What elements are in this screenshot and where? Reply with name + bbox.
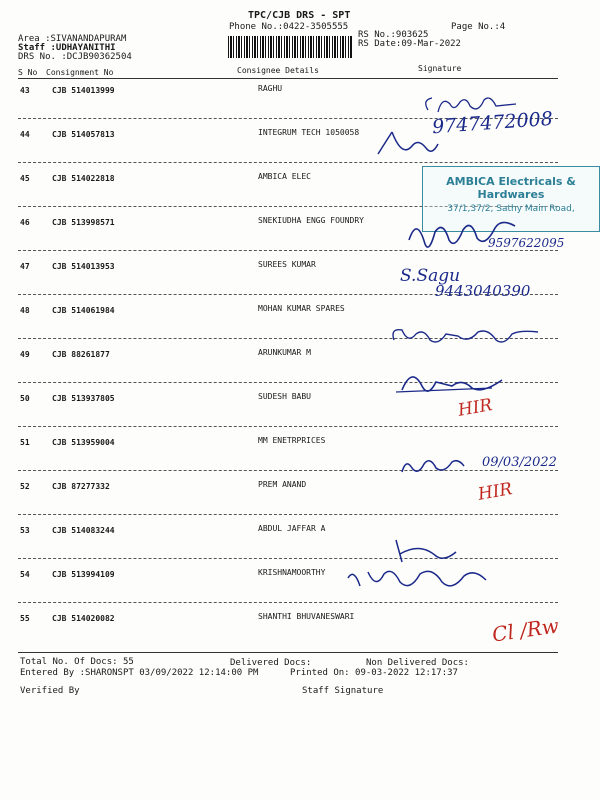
row-consignee-name: KRISHNAMOORTHY	[258, 568, 326, 577]
barcode	[228, 36, 352, 58]
signature-48	[388, 324, 548, 348]
row-serial-number: 44	[20, 130, 30, 139]
row-consignment-number: CJB 514083244	[52, 526, 115, 535]
row-consignee-name: RAGHU	[258, 84, 283, 93]
entered-by: Entered By :SHARONSPT 03/09/2022 12:14:00 PM	[20, 668, 259, 678]
area-label: Area :SIVANANDAPURAM	[18, 34, 127, 44]
row-consignment-number: CJB 513998571	[52, 218, 115, 227]
signature-50	[392, 364, 512, 400]
row-consignee-name: ARUNKUMAR M	[258, 348, 311, 357]
row-consignment-number: CJB 514022818	[52, 174, 115, 183]
row-consignment-number: CJB 513937805	[52, 394, 115, 403]
printed-on: Printed On: 09-03-2022 12:17:37	[290, 668, 458, 678]
staff-label: Staff :UDHAYANITHI	[18, 43, 116, 53]
row-serial-number: 54	[20, 570, 30, 579]
handwritten-name-47: S.Sagu	[400, 266, 461, 286]
row-serial-number: 48	[20, 306, 30, 315]
drs-number: DRS No. :DCJB90362504	[18, 52, 132, 62]
signature-46	[405, 210, 555, 260]
row-serial-number: 45	[20, 174, 30, 183]
row-serial-number: 50	[20, 394, 30, 403]
handwritten-phone-46: 9597622095	[488, 236, 565, 250]
stamp-line2: 37/1,37/2, Sathy Main Road,	[447, 204, 575, 214]
row-serial-number: 51	[20, 438, 30, 447]
row-consignment-number: CJB 87277332	[52, 482, 110, 491]
total-docs: Total No. Of Docs: 55	[20, 657, 134, 667]
row-consignee-name: SUDESH BABU	[258, 392, 311, 401]
row-consignee-name: SUREES KUMAR	[258, 260, 316, 269]
row-serial-number: 55	[20, 614, 30, 623]
handwritten-phone-44: 9747472008	[431, 107, 554, 139]
row-consignee-name: SNEKIUDHA ENGG FOUNDRY	[258, 216, 364, 225]
row-consignee-name: AMBICA ELEC	[258, 172, 311, 181]
col-consignee: Consignee Details	[237, 66, 319, 75]
page-number: Page No.:4	[451, 22, 506, 32]
row-consignment-number: CJB 514013953	[52, 262, 115, 271]
header-rule	[18, 78, 558, 79]
staff-signature: Staff Signature	[302, 686, 384, 696]
row-consignment-number: CJB 514061984	[52, 306, 115, 315]
row-consignment-number: CJB 513994109	[52, 570, 115, 579]
handwritten-cl-row: Cl /Rw	[490, 613, 561, 647]
col-signature: Signature	[418, 64, 462, 73]
row-serial-number: 52	[20, 482, 30, 491]
rs-number: RS No.:903625	[358, 30, 429, 40]
row-consignment-number: CJB 514020082	[52, 614, 115, 623]
verified-by: Verified By	[20, 686, 80, 696]
row-divider	[18, 426, 558, 427]
row-consignment-number: CJB 88261877	[52, 350, 110, 359]
rs-date: RS Date:09-Mar-2022	[358, 39, 461, 49]
row-consignee-name: SHANTHI BHUVANESWARI	[258, 612, 355, 621]
signature-51	[398, 452, 468, 478]
delivered-docs: Delivered Docs:	[230, 658, 312, 668]
row-consignee-name: PREM ANAND	[258, 480, 307, 489]
handwritten-phone-47: 9443040390	[435, 282, 531, 300]
row-serial-number: 49	[20, 350, 30, 359]
row-consignee-name: MOHAN KUMAR SPARES	[258, 304, 345, 313]
row-serial-number: 43	[20, 86, 30, 95]
row-divider	[18, 602, 558, 603]
row-divider	[18, 470, 558, 471]
col-consignment: Consignment No	[46, 68, 114, 77]
phone-number: Phone No.:0422-3505555	[229, 22, 349, 32]
row-consignment-number: CJB 514013999	[52, 86, 115, 95]
non-delivered-docs: Non Delivered Docs:	[366, 658, 469, 668]
signature-53-54	[340, 532, 510, 602]
row-divider	[18, 162, 558, 163]
row-serial-number: 46	[20, 218, 30, 227]
handwritten-hir-2: HIR	[476, 479, 514, 505]
row-divider	[18, 514, 558, 515]
row-serial-number: 47	[20, 262, 30, 271]
footer-rule	[18, 652, 558, 653]
handwritten-date-51: 09/03/2022	[482, 455, 557, 470]
row-consignment-number: CJB 514057813	[52, 130, 115, 139]
col-sno: S No	[18, 68, 38, 77]
stamp-line1: AMBICA Electricals & Hardwares	[446, 175, 576, 201]
row-consignee-name: INTEGRUM TECH 1050058	[258, 128, 360, 137]
handwritten-hir-1: HIR	[456, 395, 494, 421]
row-consignment-number: CJB 513959004	[52, 438, 115, 447]
row-consignee-name: MM ENETRPRICES	[258, 436, 326, 445]
document-title: TPC/CJB DRS - SPT	[248, 10, 351, 21]
row-consignee-name: ABDUL JAFFAR A	[258, 524, 326, 533]
row-serial-number: 53	[20, 526, 30, 535]
